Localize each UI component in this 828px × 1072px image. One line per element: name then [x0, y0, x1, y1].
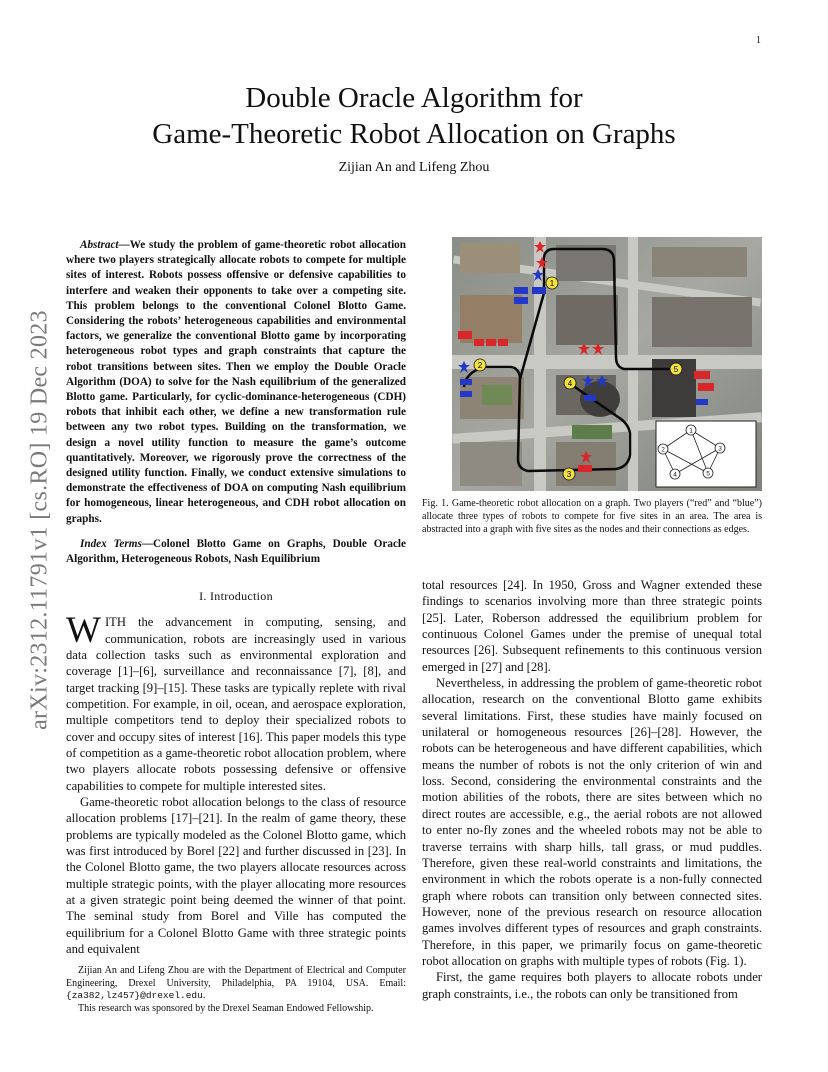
section-heading: I. Introduction [199, 589, 273, 604]
index-terms-lead: Index Terms [80, 537, 142, 550]
inset-node-3: 3 [718, 445, 722, 453]
title-line-2: Game-Theoretic Robot Allocation on Graphs [152, 118, 676, 150]
red-vehicle-icon [578, 465, 592, 472]
footnotes [66, 965, 406, 1015]
site-label-2: 2 [477, 361, 483, 370]
abstract [66, 238, 406, 527]
email-address[interactable]: {za382,lz457}@drexel.edu [66, 990, 203, 1001]
graph-inset [656, 421, 756, 487]
inset-node-4: 4 [673, 471, 677, 479]
right-paragraph-1: total resources [24]. In 1950, Gross and Wagner extended these findings to scenarios involving more than three strategic points [25]. Later, Roberson addressed the equilibrium problem for continuous Colonel Games under the premise of unequal total resources [26]. Subsequent refinements to this continuous version emerged in [27] and [28]. [422, 578, 762, 674]
authors: Zijian An and Lifeng Zhou [338, 160, 490, 175]
red-vehicle-icon [698, 383, 714, 391]
left-column [66, 238, 406, 957]
drop-cap: W [66, 610, 101, 652]
index-terms [66, 537, 406, 567]
right-paragraph-2: Nevertheless, in addressing the problem of game-theoretic robot allocation, research on the conventional Blotto game exhibits several limitations. First, these studies have mainly focused on unilateral or homogeneous resources [26]–[28]. However, the robots can be heterogeneous and have different capabilities, which means the number of robots is not the only criterion of win and loss. Second, considering the environmental constraints and the motion abilities of the robots, there are sites between which no direct routes are accessible, e.g., the aerial robots are not allowed to enter no-fly zones and the wheeled robots may not be able to traverse terrains with sharp hills, tall grass, or mud puddles. Therefore, given these real-world constraints and limitations, the environment in which the robots operate is a non-fully connected graph where robots can transition only between connected sites. However, none of the previous research on resource allocation games involves different types of resources and graph constraints. Therefore, in this paper, we primarily focus on game-theoretic robot allocation on graphs with multiple types of robots (Fig. 1). [422, 676, 762, 968]
inset-node-1: 1 [689, 427, 693, 435]
figure-1-image [452, 237, 762, 491]
site-label-3: 3 [566, 470, 572, 479]
blue-vehicle-icon [460, 391, 472, 397]
arxiv-stamp: arXiv:2312.11791v1 [cs.RO] 19 Dec 2023 [26, 310, 53, 730]
footnote-affiliation: Zijian An and Lifeng Zhou are with the Department of Electrical and Computer Engineering, Drexel University, Philadelphia, PA 19104, USA. Email: {za382,lz457}@drexel.edu. [66, 965, 406, 1001]
blue-vehicle-icon [460, 379, 472, 385]
abstract-text: —We study the problem of game-theoretic robot allocation where two players strategically allocate robots to compete for multiple sites of interest. Robots possess offensive or defensive capabilities to interfere and weaken their opponents to take over a competing site. This problem belongs to the conventional Colonel Blotto Game. Considering the robots’ heterogeneous capabilities and environmental factors, we generalize the conventional Blotto game by incorporating heterogeneous robot types and graph constraints that capture the robot transitions between sites. Then we employ the Double Oracle Algorithm (DOA) to solve for the Nash equilibrium of the generalized Blotto game. Particularly, for cyclic-dominance-heterogeneous (CDH) robots that inhibit each other, we define a new transformation rule between any two robot types. Building on the transformation, we design a novel utility function to measure the game’s outcome quantitatively. Moreover, we rigorously prove the correctness of the designed utility function. Finally, we conduct extensive simulations to demonstrate the effectiveness of DOA on computing Nash equilibrium for homogeneous, linear heterogeneous, and CDH robot allocation on graphs. [66, 239, 406, 525]
abstract-lead: Abstract [80, 239, 119, 251]
intro-paragraph-1: WITH the advancement in computing, sensing, and communication, robots are increasingly used in various data collection tasks such as environmental exploration and coverage [1]–[6], surveillance and reconnaissance [7], [8], and target tracking [9]–[15]. These tasks are typically replete with rival competition. For example, in oil, ocean, and aerospace exploration, multiple competitors tend to deploy their specialized robots to cover and occupy sites of interest [16]. This paper models this type of competition as a game-theoretic robot allocation problem, where two players allocate robots possessing defensive or offensive capabilities to compete for multiple interested sites. [66, 610, 406, 793]
paper-title [60, 80, 768, 152]
red-vehicle-icon [498, 339, 508, 346]
blue-vehicle-icon [514, 297, 528, 304]
blue-vehicle-icon [514, 287, 528, 294]
intro-paragraph-2: Game-theoretic robot allocation belongs to the class of resource allocation problems [17]–[21]. In the realm of game theory, these problems are typically modeled as the Colonel Blotto game, which was first introduced by Borel [22] and further discussed in [23]. In the Colonel Blotto game, the two players allocate resources across multiple strategic points, with the player allocating more resources at a given strategic point being deemed the winner of that point. The seminal study from Borel and Ville has computed the equilibrium for a Colonel Blotto Game with three strategic points and equivalent [66, 795, 406, 957]
blue-vehicle-icon [584, 395, 596, 401]
figure-1 [452, 237, 762, 491]
inset-node-5: 5 [706, 470, 710, 478]
site-label-5: 5 [673, 365, 679, 374]
red-vehicle-icon [694, 371, 710, 379]
site-label-1: 1 [549, 279, 555, 288]
right-column [422, 577, 762, 1002]
red-vehicle-icon [474, 339, 484, 346]
blue-vehicle-icon [696, 399, 708, 405]
inset-node-2: 2 [661, 446, 665, 454]
figure-caption: Fig. 1. Game-theoretic robot allocation on a graph. Two players (“red” and “blue”) allocate three types of robots to compete for five sites in an area. The area is abstracted into a graph with five sites as the nodes and their connections as edges. [422, 498, 762, 535]
footnote-funding: This research was sponsored by the Drexel Seaman Endowed Fellowship. [78, 1002, 374, 1014]
index-terms-text: —Colonel Blotto Game on Graphs, Double Oracle Algorithm, Heterogeneous Robots, Nash Equilibrium [66, 537, 406, 566]
red-vehicle-icon [458, 331, 472, 339]
title-line-1: Double Oracle Algorithm for [245, 82, 583, 114]
page-number: 1 [756, 35, 761, 46]
right-paragraph-3: First, the game requires both players to allocate robots under graph constraints, i.e., the robots can only be transitioned from [422, 970, 762, 1001]
site-label-4: 4 [567, 379, 573, 388]
red-vehicle-icon [486, 339, 496, 346]
blue-vehicle-icon [532, 287, 546, 294]
